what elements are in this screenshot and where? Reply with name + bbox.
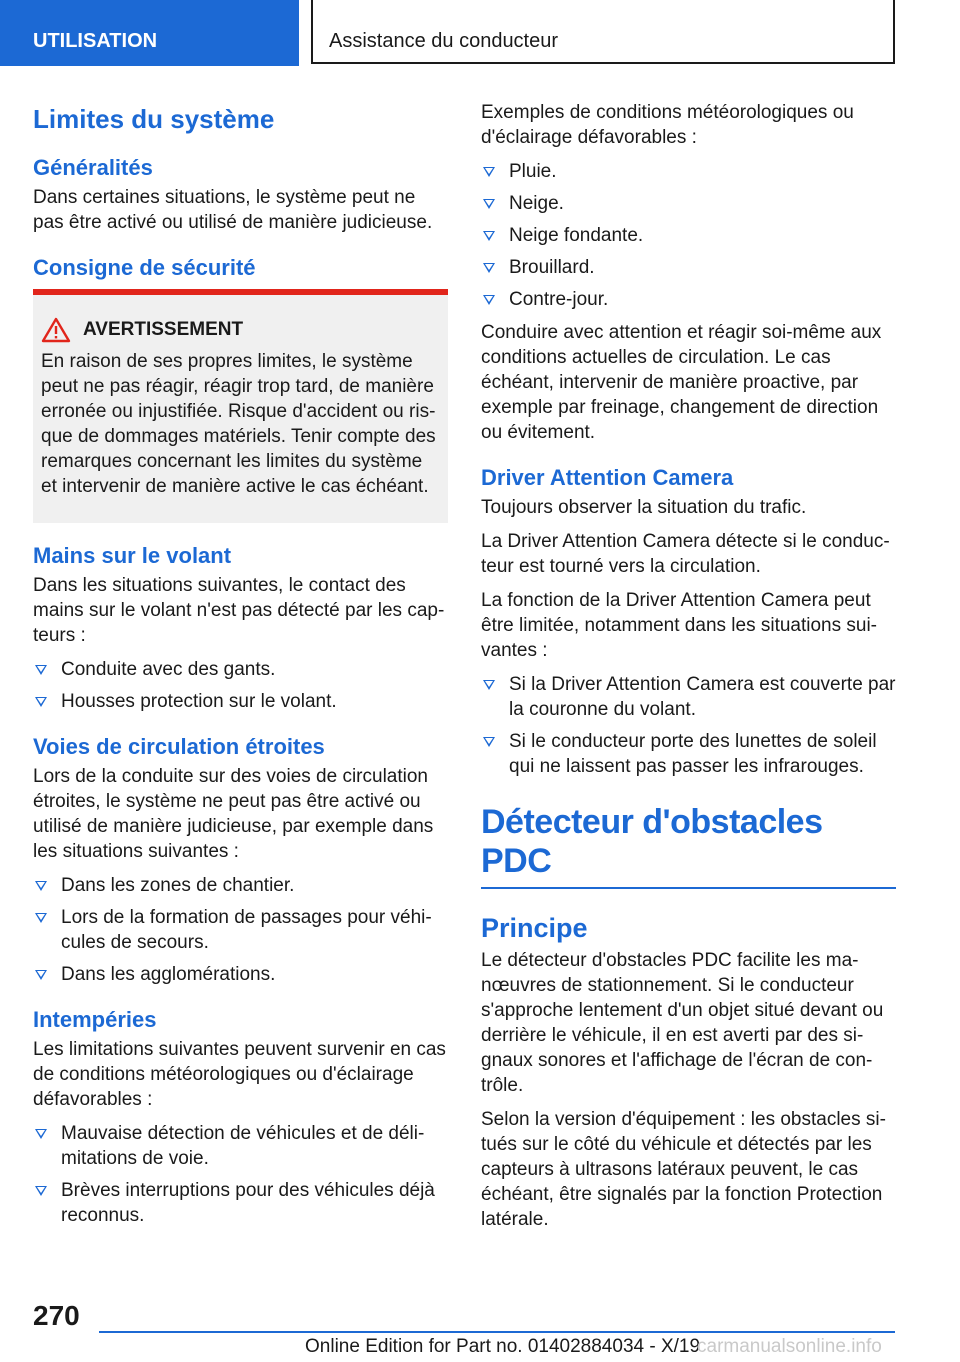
- bullet-triangle-icon: [483, 737, 495, 747]
- bullet-triangle-icon: [35, 697, 47, 707]
- bullet-triangle-icon: [483, 680, 495, 690]
- footer-divider: [99, 1331, 895, 1333]
- heading-pdc: Détecteur d'obstacles PDC: [481, 803, 896, 889]
- principle-text-1: Le détecteur d'obstacles PDC facilite les ma-nœuvres de stationnement. Si le conducteur s'approche lentement d'un objet situé devant ou derrière le véhicule, il en est averti par des si-gnaux sonores et l'affichage de l'écran de con-trôle.: [481, 950, 884, 1096]
- camera-text-1: Toujours observer la situation du trafic.: [481, 497, 807, 518]
- camera-list: [481, 672, 896, 779]
- principle-text-2: Selon la version d'équipement : les obstacles si-tués sur le côté du véhicule et détectés par les capteurs à ultrasons latéraux peuvent, le cas échéant, être signalés par la fonction Protection latérale.: [481, 1109, 886, 1230]
- weather-text: Les limitations suivantes peuvent survenir en cas de conditions météorologiques ou d'éclairage défavorables :: [33, 1039, 446, 1110]
- list-item: Brouillard.: [481, 255, 896, 280]
- examples-text: Exemples de conditions météorologiques ou d'éclairage défavorables :: [481, 102, 854, 148]
- warning-box: [33, 289, 448, 523]
- heading-hands: Mains sur le volant: [33, 543, 232, 568]
- heading-limits: Limites du système: [33, 104, 275, 134]
- right-column: [481, 100, 896, 1241]
- weather-list: [33, 1121, 448, 1228]
- lanes-text: Lors de la conduite sur des voies de circulation étroites, le système ne peut pas être activé ou utilisé de manière judicieuse, par exemple dans les situations suivantes :: [33, 766, 434, 862]
- list-item: Si le conducteur porte des lunettes de soleil qui ne laissent pas passer les infrarouges.: [481, 729, 896, 779]
- drive-text: Conduire avec attention et réagir soi-même aux conditions actuelles de circulation. Le cas échéant, intervenir de manière proactive, par exemple par freinage, changement de direction ou évitement.: [481, 322, 882, 443]
- bullet-triangle-icon: [483, 167, 495, 177]
- edition-text: Online Edition for Part no. 01402884034 - X/19: [305, 1336, 701, 1357]
- bullet-triangle-icon: [483, 199, 495, 209]
- list-item: Housses protection sur le volant.: [33, 689, 448, 714]
- chapter-title: Assistance du conducteur: [311, 0, 895, 64]
- general-text: Dans certaines situations, le système peut ne pas être activé ou utilisé de manière judicieuse.: [33, 187, 433, 233]
- heading-principle: Principe: [481, 913, 588, 943]
- bullet-triangle-icon: [35, 665, 47, 675]
- bullet-triangle-icon: [35, 1186, 47, 1196]
- bullet-triangle-icon: [35, 881, 47, 891]
- list-item: Si la Driver Attention Camera est couverte par la couronne du volant.: [481, 672, 896, 722]
- watermark: carmanualsonline.info: [697, 1336, 882, 1357]
- list-item: Neige.: [481, 191, 896, 216]
- bullet-triangle-icon: [35, 1129, 47, 1139]
- bullet-triangle-icon: [483, 231, 495, 241]
- bullet-triangle-icon: [483, 295, 495, 305]
- section-tab: UTILISATION: [0, 0, 299, 66]
- lanes-list: [33, 873, 448, 987]
- heading-narrow-lanes: Voies de circulation étroites: [33, 734, 325, 759]
- list-item: Dans les agglomérations.: [33, 962, 448, 987]
- list-item: Neige fondante.: [481, 223, 896, 248]
- warning-title: AVERTISSEMENT: [83, 319, 244, 340]
- list-item: Lors de la formation de passages pour véhi-cules de secours.: [33, 905, 448, 955]
- list-item: Mauvaise détection de véhicules et de déli-mitations de voie.: [33, 1121, 448, 1171]
- page-number: 270: [33, 1300, 80, 1331]
- left-column: [33, 100, 448, 1236]
- bullet-triangle-icon: [35, 970, 47, 980]
- page-header: [0, 0, 960, 66]
- heading-driver-attention-camera: Driver Attention Camera: [481, 465, 734, 490]
- heading-weather: Intempéries: [33, 1007, 157, 1032]
- hands-list: [33, 657, 448, 714]
- list-item: Brèves interruptions pour des véhicules déjà reconnus.: [33, 1178, 448, 1228]
- list-item: Conduite avec des gants.: [33, 657, 448, 682]
- camera-text-3: La fonction de la Driver Attention Camera peut être limitée, notamment dans les situations sui-vantes :: [481, 590, 878, 661]
- list-item: Contre-jour.: [481, 287, 896, 312]
- warning-triangle-icon: [41, 317, 71, 343]
- camera-text-2: La Driver Attention Camera détecte si le conduc-teur est tourné vers la circulation.: [481, 531, 890, 577]
- warning-header: [41, 317, 440, 343]
- heading-general: Généralités: [33, 155, 153, 180]
- examples-list: [481, 159, 896, 312]
- hands-text: Dans les situations suivantes, le contact des mains sur le volant n'est pas détecté par les cap-teurs :: [33, 575, 445, 646]
- bullet-triangle-icon: [483, 263, 495, 273]
- warning-text: En raison de ses propres limites, le système peut ne pas réagir, réagir trop tard, de manière erronée ou injustifiée. Risque d'accident ou ris-que de dommages matériels. Tenir compte des remarques concernant les limites du système et intervenir de manière active le cas échéant.: [41, 351, 436, 497]
- heading-safety: Consigne de sécurité: [33, 255, 256, 280]
- list-item: Pluie.: [481, 159, 896, 184]
- list-item: Dans les zones de chantier.: [33, 873, 448, 898]
- bullet-triangle-icon: [35, 913, 47, 923]
